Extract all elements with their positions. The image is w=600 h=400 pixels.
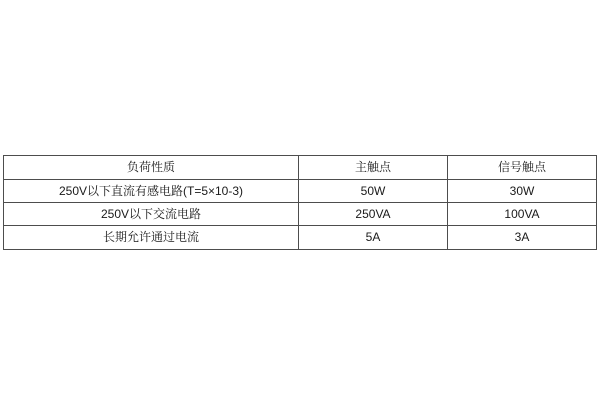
table-row <box>4 226 597 250</box>
table-row <box>4 180 597 203</box>
header-cell-load-nature: 负荷性质 <box>4 156 299 180</box>
cell-load-nature: 长期允许通过电流 <box>4 226 299 250</box>
cell-signal-contact: 3A <box>448 226 597 250</box>
cell-main-contact: 5A <box>299 226 448 250</box>
header-cell-signal-contact: 信号触点 <box>448 156 597 180</box>
header-cell-main-contact: 主触点 <box>299 156 448 180</box>
cell-signal-contact: 30W <box>448 180 597 203</box>
table-row <box>4 203 597 226</box>
cell-main-contact: 250VA <box>299 203 448 226</box>
table-header-row <box>4 156 597 180</box>
cell-signal-contact: 100VA <box>448 203 597 226</box>
cell-load-nature: 250V以下交流电路 <box>4 203 299 226</box>
contact-load-spec-table <box>3 155 597 250</box>
cell-load-nature: 250V以下直流有感电路(T=5×10-3) <box>4 180 299 203</box>
cell-main-contact: 50W <box>299 180 448 203</box>
